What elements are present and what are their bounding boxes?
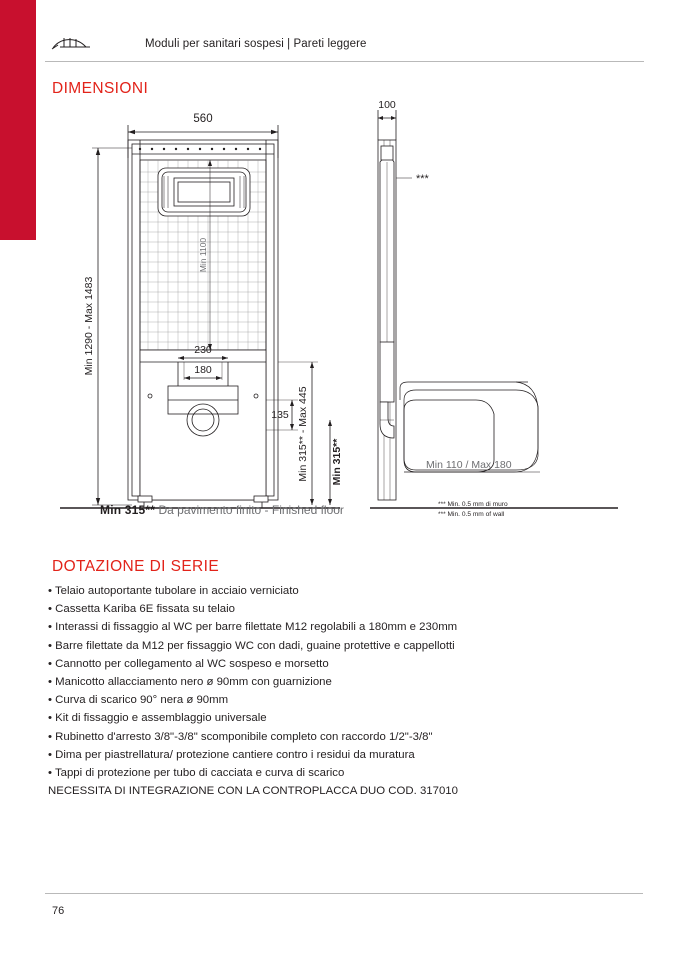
floor-caption-bold: Min 315** xyxy=(100,503,156,517)
label-bottom-range: Min 315** xyxy=(331,438,343,486)
list-item: • Rubinetto d'arresto 3/8"-3/8" scomponibile completo con raccordo 1/2"-3/8" xyxy=(48,730,433,743)
list-item: • Dima per piastrellatura/ protezione cantiere contro i residui da muratura xyxy=(48,748,415,761)
list-item: • Kit di fissaggio e assemblaggio universale xyxy=(48,712,267,725)
page-header xyxy=(45,34,644,64)
label-height-range: Min 1290 - Max 1483 xyxy=(83,276,95,376)
label-cistern-height: Min 1100 xyxy=(198,237,208,273)
wall-note-it: *** Min. 0.5 mm di muro xyxy=(438,501,508,508)
list-item: • Cassetta Kariba 6E fissata su telaio xyxy=(48,603,235,616)
label-asterisks: *** xyxy=(416,173,429,185)
list-item: • Interassi di fissaggio al WC per barre filettate M12 regolabili a 180mm e 230mm xyxy=(48,621,458,634)
left-accent-bar xyxy=(0,0,36,240)
footer-divider xyxy=(45,893,643,894)
brand-logo-icon xyxy=(50,34,128,58)
header-divider xyxy=(45,61,644,62)
floor-caption-rest: Da pavimento finito - Finished floor xyxy=(158,503,344,517)
list-item: • Curva di scarico 90° nera ø 90mm xyxy=(48,694,229,707)
page-number: 76 xyxy=(52,905,65,917)
series-note: NECESSITA DI INTEGRAZIONE CON LA CONTROPLACCA DUO COD. 317010 xyxy=(48,785,458,798)
list-item: • Manicotto allacciamento nero ø 90mm con guarnizione xyxy=(48,676,332,689)
section-title-series: DOTAZIONE DI SERIE xyxy=(52,558,220,575)
label-width-560: 560 xyxy=(193,113,213,125)
header-title: Moduli per sanitari sospesi | Pareti leggere xyxy=(145,38,367,50)
label-180: 180 xyxy=(194,364,212,376)
label-right-range: Min 315** - Max 445 xyxy=(297,386,309,482)
list-item: • Tappi di protezione per tubo di cacciata e curva di scarico xyxy=(48,767,345,780)
list-item: • Telaio autoportante tubolare in acciaio verniciato xyxy=(48,585,299,597)
wall-note xyxy=(438,500,508,520)
label-135: 135 xyxy=(271,409,289,421)
label-depth-100: 100 xyxy=(378,100,396,111)
list-item: • Cannotto per collegamento al WC sospeso e morsetto xyxy=(48,657,329,670)
list-item: • Barre filettate da M12 per fissaggio WC con dadi, guaine protettive e cappellotti xyxy=(48,639,455,652)
wall-note-en: *** Min. 0.5 mm of wall xyxy=(438,510,505,518)
label-230: 230 xyxy=(194,344,212,356)
floor-caption xyxy=(100,503,344,517)
label-bowl-range: Min 110 / Max 180 xyxy=(426,459,512,471)
section-title-dimensions: DIMENSIONI xyxy=(52,80,149,97)
technical-drawing xyxy=(40,100,640,530)
series-list xyxy=(48,582,608,800)
